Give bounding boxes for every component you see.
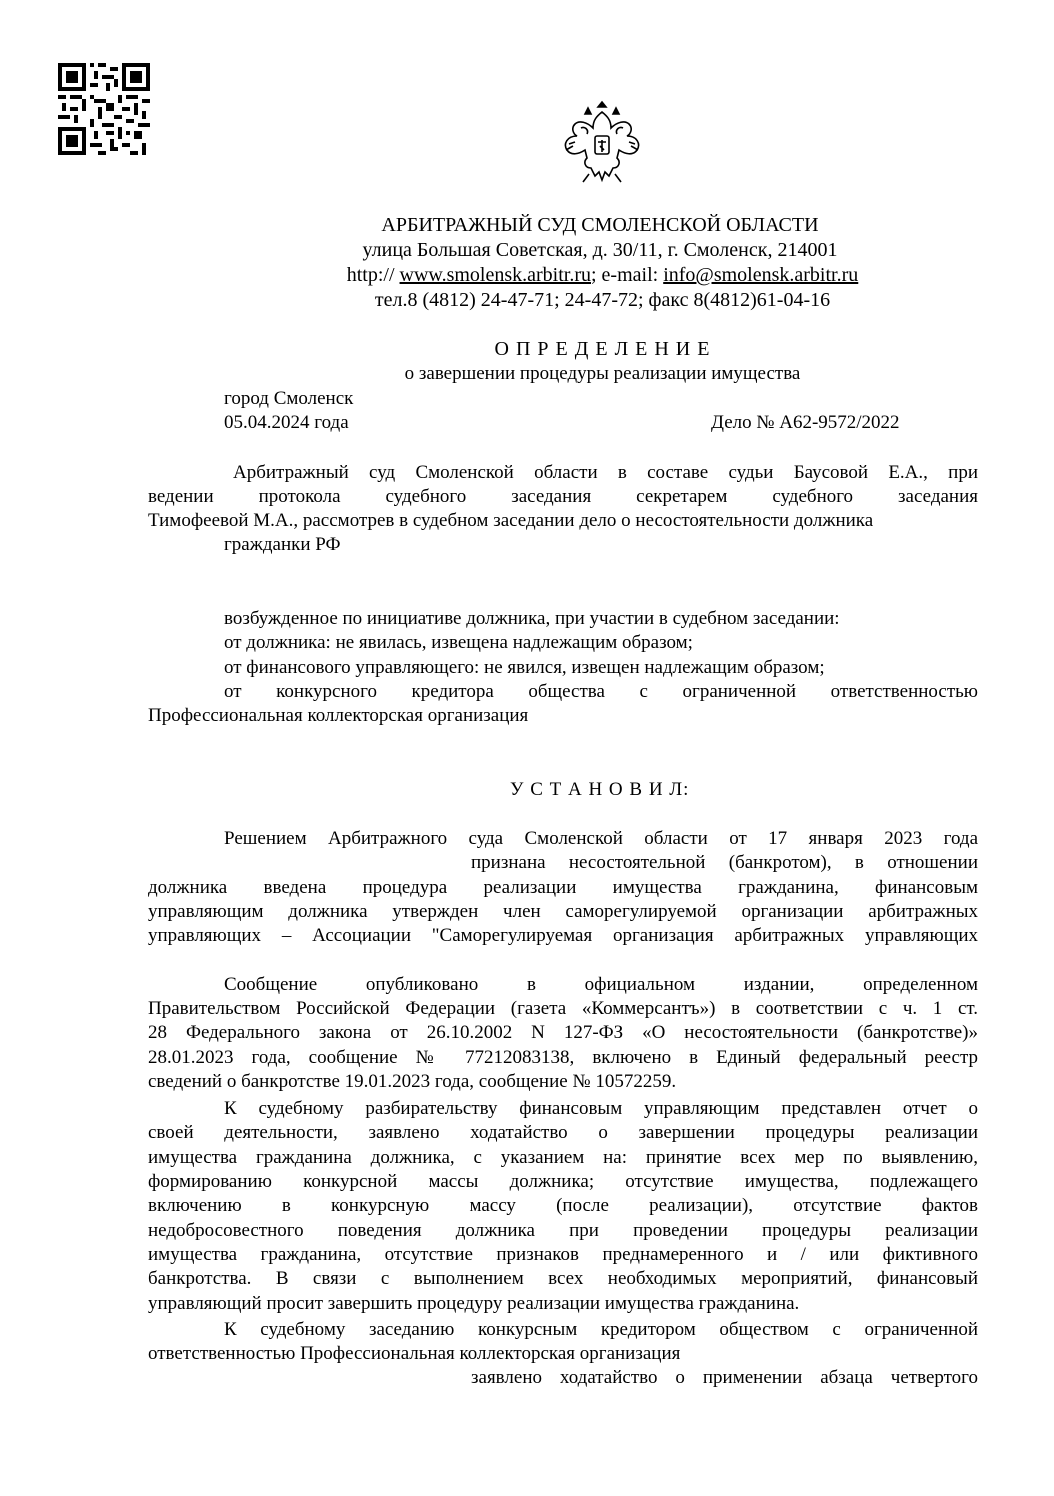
intro-line: Тимофеевой М.А., рассмотрев в судебном заседании дело о несостоятельности должника — [148, 510, 874, 531]
paragraph-line: управляющий просит завершить процедуру реализации имущества гражданина. — [148, 1293, 800, 1314]
participants-line: от конкурсного кредитора общества с ограниченной ответственностью — [224, 681, 978, 702]
paragraph-line: недобросовестного поведения должника при проведении процедуры реализации — [148, 1220, 978, 1241]
participants-line: от должника: не явилась, извещена надлежащим образом; — [224, 632, 693, 653]
document-city: город Смоленск — [224, 388, 354, 409]
paragraph-line: включению в конкурсную массу (после реализации), отсутствие фактов — [148, 1195, 978, 1216]
participants-line: Профессиональная коллекторская организация — [148, 705, 529, 726]
qr-code — [58, 63, 150, 155]
court-contacts-web — [0, 263, 1054, 288]
case-number: Дело № А62-9572/2022 — [711, 412, 900, 433]
participants-line: от финансового управляющего: не явился, извещен надлежащим образом; — [224, 657, 825, 678]
paragraph-line: К судебному заседанию конкурсным кредитором обществом с ограниченной — [224, 1319, 978, 1340]
participants-line: возбужденное по инициативе должника, при участии в судебном заседании: — [224, 608, 840, 629]
intro-line: Арбитражный суд Смоленской области в составе судьи Баусовой Е.А., при — [233, 462, 978, 483]
paragraph-line: Правительством Российской Федерации (газета «Коммерсантъ») в соответствии с ч. 1 ст. — [148, 998, 978, 1019]
document-date: 05.04.2024 года — [224, 412, 349, 433]
paragraph-line: сведений о банкротстве 19.01.2023 года, сообщение № 10572259. — [148, 1071, 677, 1092]
court-address: улица Большая Советская, д. 30/11, г. Смоленск, 214001 — [362, 239, 838, 261]
document-title: О П Р Е Д Е Л Е Н И Е — [494, 338, 711, 360]
paragraph-line: имущества гражданина, отсутствие признаков преднамеренного и / или фиктивного — [148, 1244, 978, 1265]
paragraph-line: имущества гражданина должника, с указанием на: принятие всех мер по выявлению, — [148, 1147, 978, 1168]
paragraph-line: банкротства. В связи с выполнением всех необходимых мероприятий, финансовый — [148, 1268, 978, 1289]
paragraph-line: управляющих – Ассоциации "Саморегулируемая организация арбитражных управляющих — [148, 925, 978, 946]
paragraph-line: Сообщение опубликовано в официальном издании, определенном — [224, 974, 978, 995]
intro-line: ведении протокола судебного заседания секретарем судебного заседания — [148, 486, 978, 507]
document-subtitle: о завершении процедуры реализации имущества — [404, 363, 801, 384]
paragraph-line: Решением Арбитражного суда Смоленской области от 17 января 2023 года — [224, 828, 978, 849]
paragraph-line: формированию конкурсной массы должника; отсутствие имущества, подлежащего — [148, 1171, 978, 1192]
intro-line: гражданки РФ — [224, 534, 341, 555]
paragraph-line: заявлено ходатайство о применении абзаца четвертого — [471, 1367, 978, 1388]
coat-of-arms-emblem — [557, 98, 647, 190]
website-link[interactable]: www.smolensk.arbitr.ru — [399, 264, 591, 286]
paragraph-line: должника введена процедура реализации имущества гражданина, финансовым — [148, 877, 978, 898]
web-prefix: http:// — [346, 264, 400, 286]
court-phones: тел.8 (4812) 24-47-71; 24-47-72; факс 8(4812)61-04-16 — [374, 289, 831, 311]
paragraph-line: ответственностью Профессиональная коллекторская организация — [148, 1343, 681, 1364]
paragraph-line: своей деятельности, заявлено ходатайство о завершении процедуры реализации — [148, 1122, 978, 1143]
paragraph-line: 28.01.2023 года, сообщение № 77212083138, включено в Единый федеральный реестр — [148, 1047, 978, 1068]
court-name: АРБИТРАЖНЫЙ СУД СМОЛЕНСКОЙ ОБЛАСТИ — [381, 214, 819, 236]
paragraph-line: 28 Федерального закона от 26.10.2002 N 127-ФЗ «О несостоятельности (банкротстве)» — [148, 1022, 978, 1043]
email-link[interactable]: info@smolensk.arbitr.ru — [663, 264, 859, 286]
paragraph-line: К судебному разбирательству финансовым управляющим представлен отчет о — [224, 1098, 978, 1119]
email-prefix: ; e-mail: — [591, 264, 664, 286]
paragraph-line: признана несостоятельной (банкротом), в отношении — [471, 852, 978, 873]
established-heading: У С Т А Н О В И Л: — [510, 779, 690, 800]
paragraph-line: управляющим должника утвержден член саморегулируемой организации арбитражных — [148, 901, 978, 922]
